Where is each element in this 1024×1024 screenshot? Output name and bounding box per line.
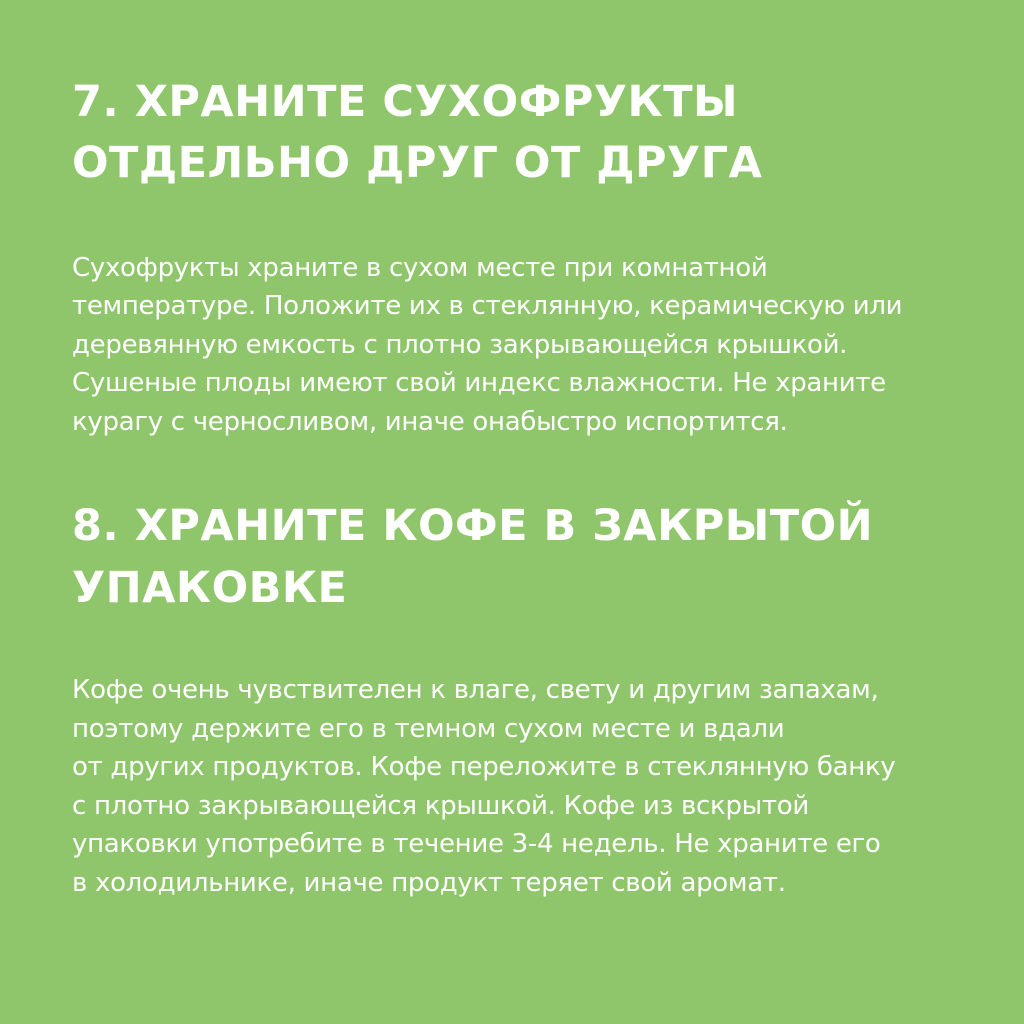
- tip-8-body-line-2: поэтому держите его в темном сухом месте и вдали: [72, 713, 785, 744]
- tip-7-body-line-2: температуре. Положите их в стеклянную, керамическую или: [72, 291, 903, 322]
- tip-7: [72, 72, 964, 441]
- tip-7-title-line-2: ОТДЕЛЬНО ДРУГ ОТ ДРУГА: [72, 138, 763, 189]
- tip-7-body: [72, 249, 964, 441]
- tip-7-body-line-4: Сушеные плоды имеют свой индекс влажности. Не храните: [72, 368, 886, 399]
- tip-7-title: [72, 72, 964, 195]
- tip-7-title-line-1: 7. ХРАНИТЕ СУХОФРУКТЫ: [72, 77, 739, 127]
- tip-8-title-line-1: 8. ХРАНИТЕ КОФЕ В ЗАКРЫТОЙ: [72, 501, 874, 552]
- tip-8-body-line-1: Кофе очень чувствителен к влаге, свету и другим запахам,: [72, 675, 879, 706]
- tip-8-body-line-3: от других продуктов. Кофе переложите в стеклянную банку: [72, 752, 896, 783]
- tip-8-body-line-6: в холодильнике, иначе продукт теряет свой аромат.: [72, 867, 786, 898]
- tip-8-body-line-4: с плотно закрывающейся крышкой. Кофе из вскрытой: [72, 790, 809, 821]
- tip-8-title: [72, 496, 964, 619]
- tip-8: [72, 496, 964, 902]
- tip-7-body-line-1: Сухофрукты храните в сухом месте при комнатной: [72, 252, 768, 283]
- tip-8-title-line-2: УПАКОВКЕ: [72, 562, 348, 613]
- tip-7-body-line-3: деревянную емкость с плотно закрывающейся крышкой.: [72, 329, 848, 360]
- tip-8-body-line-5: упаковки употребите в течение 3-4 недель. Не храните его: [72, 829, 881, 860]
- tip-7-body-line-5: курагу с черносливом, иначе онабыстро испортится.: [72, 406, 788, 437]
- tip-8-body: [72, 671, 964, 902]
